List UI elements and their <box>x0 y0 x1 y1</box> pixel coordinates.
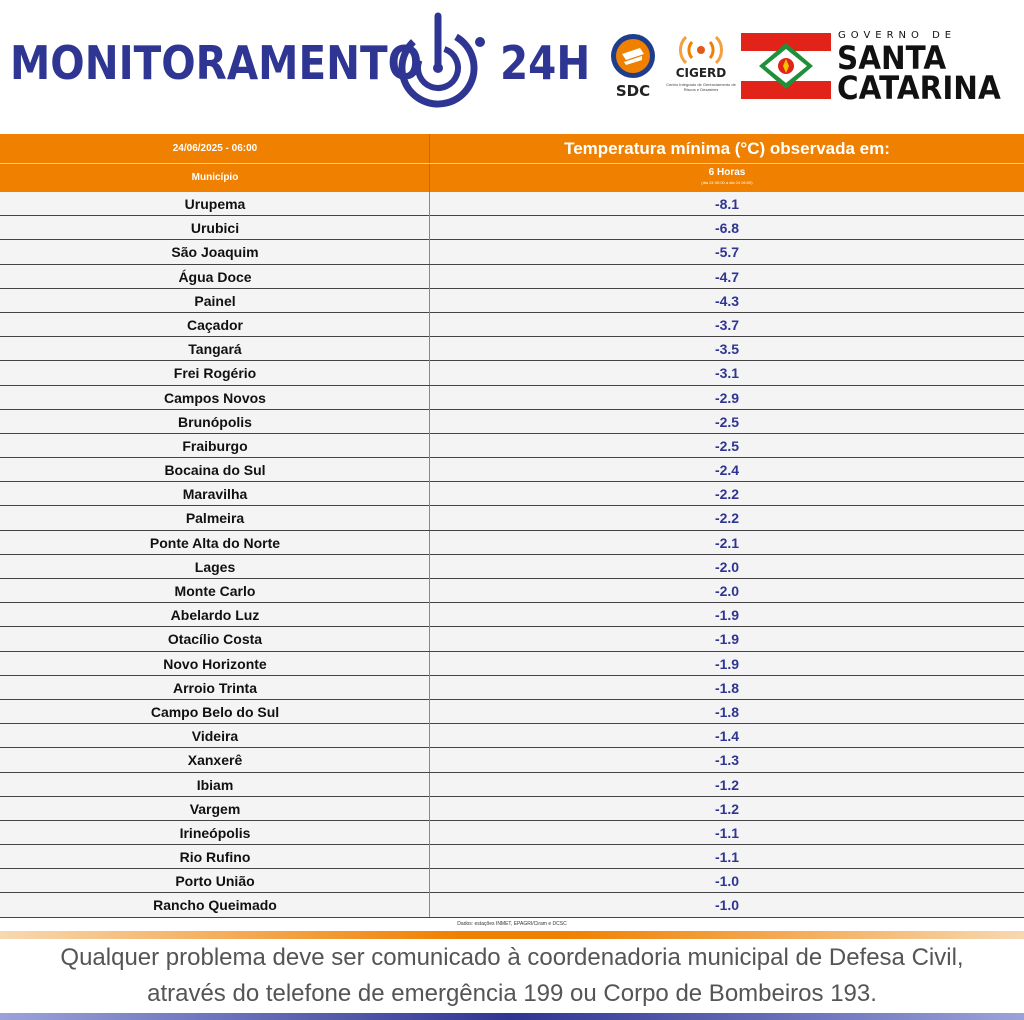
municipality-name: Xanxerê <box>187 752 243 769</box>
municipality-name: Campos Novos <box>164 389 266 406</box>
municipality-name: Arroio Trinta <box>172 679 257 696</box>
table-row <box>0 893 1024 917</box>
footer-message-line-2: através do telefone de emergência 199 ou Corpo de Bombeiros 193. <box>147 980 877 1007</box>
municipality-name: Urubici <box>190 220 240 237</box>
minimum-temperature: -5.7 <box>714 244 740 261</box>
minimum-temperature: -2.0 <box>714 583 740 599</box>
municipality-name: Painel <box>194 292 236 309</box>
municipality-name: Frei Rogério <box>173 365 257 382</box>
table-row <box>0 192 1024 216</box>
santa-catarina-flag-icon <box>741 33 831 99</box>
municipality-name: São Joaquim <box>171 244 259 261</box>
municipality-name: Rio Rufino <box>179 849 251 866</box>
column-header-hours: 6 Horas <box>708 167 746 178</box>
blue-bottom-band <box>0 1013 1024 1020</box>
minimum-temperature: -1.9 <box>714 607 740 624</box>
table-row <box>0 434 1024 458</box>
table-row <box>0 289 1024 313</box>
municipality-name: Novo Horizonte <box>163 655 267 672</box>
cigerd-label: CIGERD <box>675 66 727 80</box>
data-source-note: Dados: estações INMET, EPAGRI/Ciram e DCSC <box>457 921 567 927</box>
table-row <box>0 724 1024 748</box>
municipality-name: Urupema <box>184 196 246 212</box>
footer-message-line-1: Qualquer problema deve ser comunicado à coordenadoria municipal de Defesa Civil, <box>60 944 964 971</box>
header-row-divider <box>0 163 1024 164</box>
minimum-temperature: -2.2 <box>714 510 740 527</box>
brand-title: MONITORAMENTO <box>10 36 423 90</box>
table-row <box>0 458 1024 482</box>
municipality-name: Monte Carlo <box>174 583 256 599</box>
table-row <box>0 869 1024 893</box>
table-header-row-1 <box>0 134 1024 164</box>
municipality-name: Brunópolis <box>178 413 252 430</box>
minimum-temperature: -1.2 <box>714 800 740 817</box>
minimum-temperature: -3.1 <box>714 365 740 382</box>
minimum-temperature: -1.1 <box>714 849 740 866</box>
table-row <box>0 773 1024 797</box>
minimum-temperature: -3.5 <box>714 341 740 358</box>
minimum-temperature: -1.3 <box>714 752 740 769</box>
municipality-name: Água Doce <box>178 268 252 285</box>
table-row <box>0 748 1024 772</box>
table-row <box>0 361 1024 385</box>
minimum-temperature: -1.0 <box>714 873 740 890</box>
sdc-emblem-icon <box>606 32 660 82</box>
minimum-temperature: -2.1 <box>714 534 740 551</box>
municipality-name: Campo Belo do Sul <box>150 703 280 720</box>
minimum-temperature: -2.4 <box>714 462 740 479</box>
minimum-temperature: -2.5 <box>714 437 740 454</box>
table-row <box>0 845 1024 869</box>
municipality-name: Otacílio Costa <box>167 631 263 648</box>
minimum-temperature: -2.9 <box>714 389 740 406</box>
minimum-temperature: -1.8 <box>714 679 740 696</box>
table-row <box>0 579 1024 603</box>
minimum-temperature: -1.9 <box>714 655 740 672</box>
table-row <box>0 265 1024 289</box>
sdc-logo <box>606 32 660 104</box>
municipality-name: Tangará <box>188 341 242 358</box>
municipality-name: Caçador <box>186 316 244 333</box>
table-row <box>0 797 1024 821</box>
minimum-temperature: -8.1 <box>714 196 740 212</box>
table-title: Temperatura mínima (°C) observada em: <box>564 139 890 158</box>
municipality-name: Rancho Queimado <box>153 897 277 914</box>
minimum-temperature: -4.7 <box>714 268 740 285</box>
monitoring-logo-icon <box>394 10 494 114</box>
brand-24h: 24H <box>500 36 591 90</box>
table-row <box>0 482 1024 506</box>
report-date: 24/06/2025 - 06:00 <box>172 143 258 154</box>
table-row <box>0 821 1024 845</box>
table-row <box>0 627 1024 651</box>
minimum-temperature: -4.3 <box>714 292 740 309</box>
municipality-name: Bocaina do Sul <box>164 462 266 479</box>
minimum-temperature: -1.0 <box>714 897 740 914</box>
table-header-row-2 <box>0 164 1024 192</box>
table-row <box>0 603 1024 627</box>
table-row <box>0 410 1024 434</box>
municipality-name: Porto União <box>175 873 255 890</box>
table-row <box>0 555 1024 579</box>
table-row <box>0 216 1024 240</box>
table-row <box>0 337 1024 361</box>
minimum-temperature: -2.5 <box>714 413 740 430</box>
table-row <box>0 652 1024 676</box>
municipality-name: Lages <box>194 558 236 575</box>
gov-label: GOVERNO DE <box>838 30 957 41</box>
minimum-temperature: -6.8 <box>714 220 740 237</box>
municipality-name: Vargem <box>189 800 241 817</box>
minimum-temperature: -3.7 <box>714 316 740 333</box>
table-row <box>0 700 1024 724</box>
table-row <box>0 240 1024 264</box>
cigerd-subtitle: Centro Integrado de Gerenciamento de Riscos e Desastres <box>666 82 736 92</box>
footer <box>0 940 1024 1012</box>
minimum-temperature: -1.4 <box>714 728 740 745</box>
minimum-temperature: -1.8 <box>714 703 740 720</box>
minimum-temperature: -2.0 <box>714 558 740 575</box>
table-row <box>0 313 1024 337</box>
cigerd-logo <box>666 34 736 104</box>
sdc-label: SDC <box>615 82 651 100</box>
cigerd-signal-icon <box>666 34 736 66</box>
municipality-name: Ibiam <box>196 776 234 793</box>
gov-name-line1: SANTA <box>837 39 947 77</box>
minimum-temperature: -1.1 <box>714 824 740 841</box>
column-header-municipio: Município <box>191 172 239 183</box>
minimum-temperature: -2.2 <box>714 486 740 503</box>
table-body <box>0 192 1024 918</box>
municipality-name: Ponte Alta do Norte <box>149 534 281 551</box>
header <box>0 0 1024 134</box>
minimum-temperature: -1.9 <box>714 631 740 648</box>
table-row <box>0 506 1024 530</box>
table-row <box>0 386 1024 410</box>
municipality-name: Videira <box>191 728 239 745</box>
table-row <box>0 676 1024 700</box>
orange-divider-band <box>0 931 1024 939</box>
table-row <box>0 531 1024 555</box>
municipality-name: Maravilha <box>182 486 248 503</box>
municipality-name: Fraiburgo <box>182 437 248 454</box>
municipality-name: Abelardo Luz <box>170 607 260 624</box>
municipality-name: Irineópolis <box>179 824 251 841</box>
municipality-name: Palmeira <box>185 510 245 527</box>
minimum-temperature: -1.2 <box>714 776 740 793</box>
gov-name-line2: CATARINA <box>837 69 1001 107</box>
column-header-hours-subtitle: (dia 24 00:00 a dia 24 06:00) <box>701 180 753 185</box>
